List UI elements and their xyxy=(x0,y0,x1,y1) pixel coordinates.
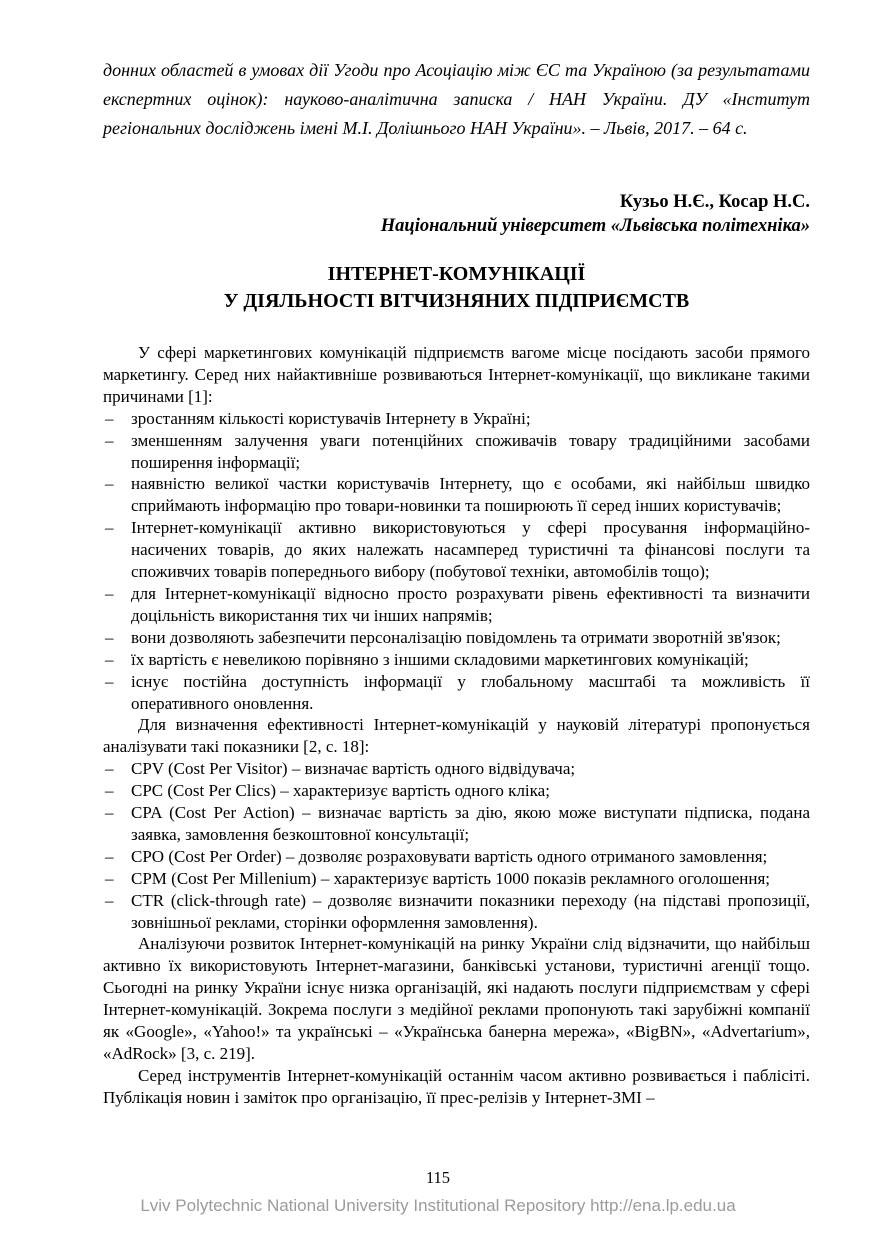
list-item xyxy=(103,671,810,715)
dash-marker: – xyxy=(105,890,114,910)
list-item xyxy=(103,430,810,474)
affiliation: Національний університет «Львівська політехніка» xyxy=(380,216,810,236)
dash-marker: – xyxy=(105,868,114,888)
reference-paragraph: донних областей в умовах дії Угоди про Асоціацію між ЄС та Україною (за результатами експертних оцінок): науково-аналітична записка / НАН України. ДУ «Інститут регіональних досліджень імені М.І. Долішнього НАН України». – Львів, 2017. – 64 с. xyxy=(103,60,810,138)
dash-marker: – xyxy=(105,408,114,428)
list-item xyxy=(103,758,810,780)
list-item-text: наявністю великої частки користувачів Інтернету, що є особами, які найбільш швидко сприймають інформацію про товари-новинки та поширюють її серед інших користувачів; xyxy=(131,474,810,516)
indicators-intro-paragraph: Для визначення ефективності Інтернет-комунікацій у науковій літературі пропонується аналізувати такі показники [2, с. 18]: xyxy=(103,715,810,757)
article-body xyxy=(103,342,810,1109)
list-item-text: існує постійна доступність інформації у глобальному масштабі та можливість її оперативного оновлення. xyxy=(131,671,810,713)
dash-marker: – xyxy=(105,846,114,866)
list-item xyxy=(103,583,810,627)
dash-marker: – xyxy=(105,671,114,691)
dash-marker: – xyxy=(105,583,114,603)
repository-footer: Lviv Polytechnic National University Institutional Repository http://ena.lp.edu.ua xyxy=(140,1196,736,1215)
list-item-text: CPO (Cost Per Order) – дозволяє розраховувати вартість одного отриманого замовлення; xyxy=(131,846,768,866)
article-title-line1: ІНТЕРНЕТ-КОМУНІКАЦІЇ xyxy=(327,263,586,285)
list-item-text: зменшенням залучення уваги потенційних споживачів товару традиційними засобами поширення інформації; xyxy=(131,430,810,472)
list-item-text: для Інтернет-комунікації відносно просто розрахувати рівень ефективності та визначити доцільність використання тих чи інших напрямів; xyxy=(131,583,810,625)
list-item-text: CPV (Cost Per Visitor) – визначає вартість одного відвідувача; xyxy=(131,759,576,779)
dash-marker: – xyxy=(105,474,114,494)
dash-marker: – xyxy=(105,803,114,823)
list-item-text: зростанням кількості користувачів Інтернету в Україні; xyxy=(131,408,531,428)
list-item-text: CTR (click-through rate) – дозволяє визначити показники переходу (на підставі пропозиції, зовнішньої реклами, сторінки оформлення замовлення). xyxy=(131,890,810,932)
list-item xyxy=(103,473,810,517)
byline xyxy=(103,190,810,238)
list-item xyxy=(103,890,810,934)
list-item-text: їх вартість є невеликою порівняно з іншими складовими маркетингових комунікацій; xyxy=(131,649,749,669)
reasons-list xyxy=(103,408,810,715)
authors: Кузьо Н.Є., Косар Н.С. xyxy=(619,192,810,212)
indicators-list xyxy=(103,758,810,933)
list-item xyxy=(103,517,810,583)
publicity-paragraph: Серед інструментів Інтернет-комунікацій останнім часом активно розвивається і паблісіті. Публікація новин і заміток про організацію, її прес-релізів у Інтернет-ЗМІ – xyxy=(103,1065,810,1107)
dash-marker: – xyxy=(105,430,114,450)
list-item xyxy=(103,780,810,802)
list-item-text: Інтернет-комунікації активно використовуються у сфері просування інформаційно-насичених товарів, до яких належать насамперед туристичні та фінансові послуги та споживчих товарів попереднього вибору (побутової техніки, автомобілів тощо); xyxy=(131,518,810,582)
dash-marker: – xyxy=(105,627,114,647)
list-item xyxy=(103,868,810,890)
page-number: 115 xyxy=(425,1168,451,1187)
list-item xyxy=(103,408,810,430)
dash-marker: – xyxy=(105,518,114,538)
list-item-text: CPA (Cost Per Action) – визначає вартість за дію, якою може виступати підписка, подана заявка, замовлення безкоштовної консультації; xyxy=(131,803,810,844)
list-item-text: CPM (Cost Per Millenium) – характеризує вартість 1000 показів рекламного оголошення; xyxy=(131,868,771,888)
list-item-text: вони дозволяють забезпечити персоналізацію повідомлень та отримати зворотній зв'язок; xyxy=(131,627,781,647)
dash-marker: – xyxy=(105,759,114,779)
article-title xyxy=(103,261,810,315)
list-item-text: CPC (Cost Per Clics) – характеризує вартість одного кліка; xyxy=(131,781,550,801)
article-title-line2: У ДІЯЛЬНОСТІ ВІТЧИЗНЯНИХ ПІДПРИЄМСТВ xyxy=(223,290,690,312)
dash-marker: – xyxy=(105,781,114,801)
list-item xyxy=(103,627,810,649)
list-item xyxy=(103,846,810,868)
market-paragraph: Аналізуючи розвиток Інтернет-комунікацій на ринку України слід відзначити, що найбільш активно їх використовують Інтернет-магазини, банківські установи, туристичні агенції тощо. Сьогодні на ринку України існує низка організацій, які надають послуги підприємствам у сфері Інтернет-комунікацій. Зокрема послуги з медійної реклами пропонують такі зарубіжні компанії як «Google», «Yahoo!» та українські – «Українська банерна мережа», «BigBN», «Advertarium», «AdRock» [3, с. 219]. xyxy=(103,934,810,1063)
list-item xyxy=(103,649,810,671)
list-item xyxy=(103,802,810,846)
dash-marker: – xyxy=(105,649,114,669)
intro-paragraph: У сфері маркетингових комунікацій підприємств вагоме місце посідають засоби прямого маркетингу. Серед них найактивніше розвиваються Інтернет-комунікації, що викликане такими причинами [1]: xyxy=(103,343,810,406)
